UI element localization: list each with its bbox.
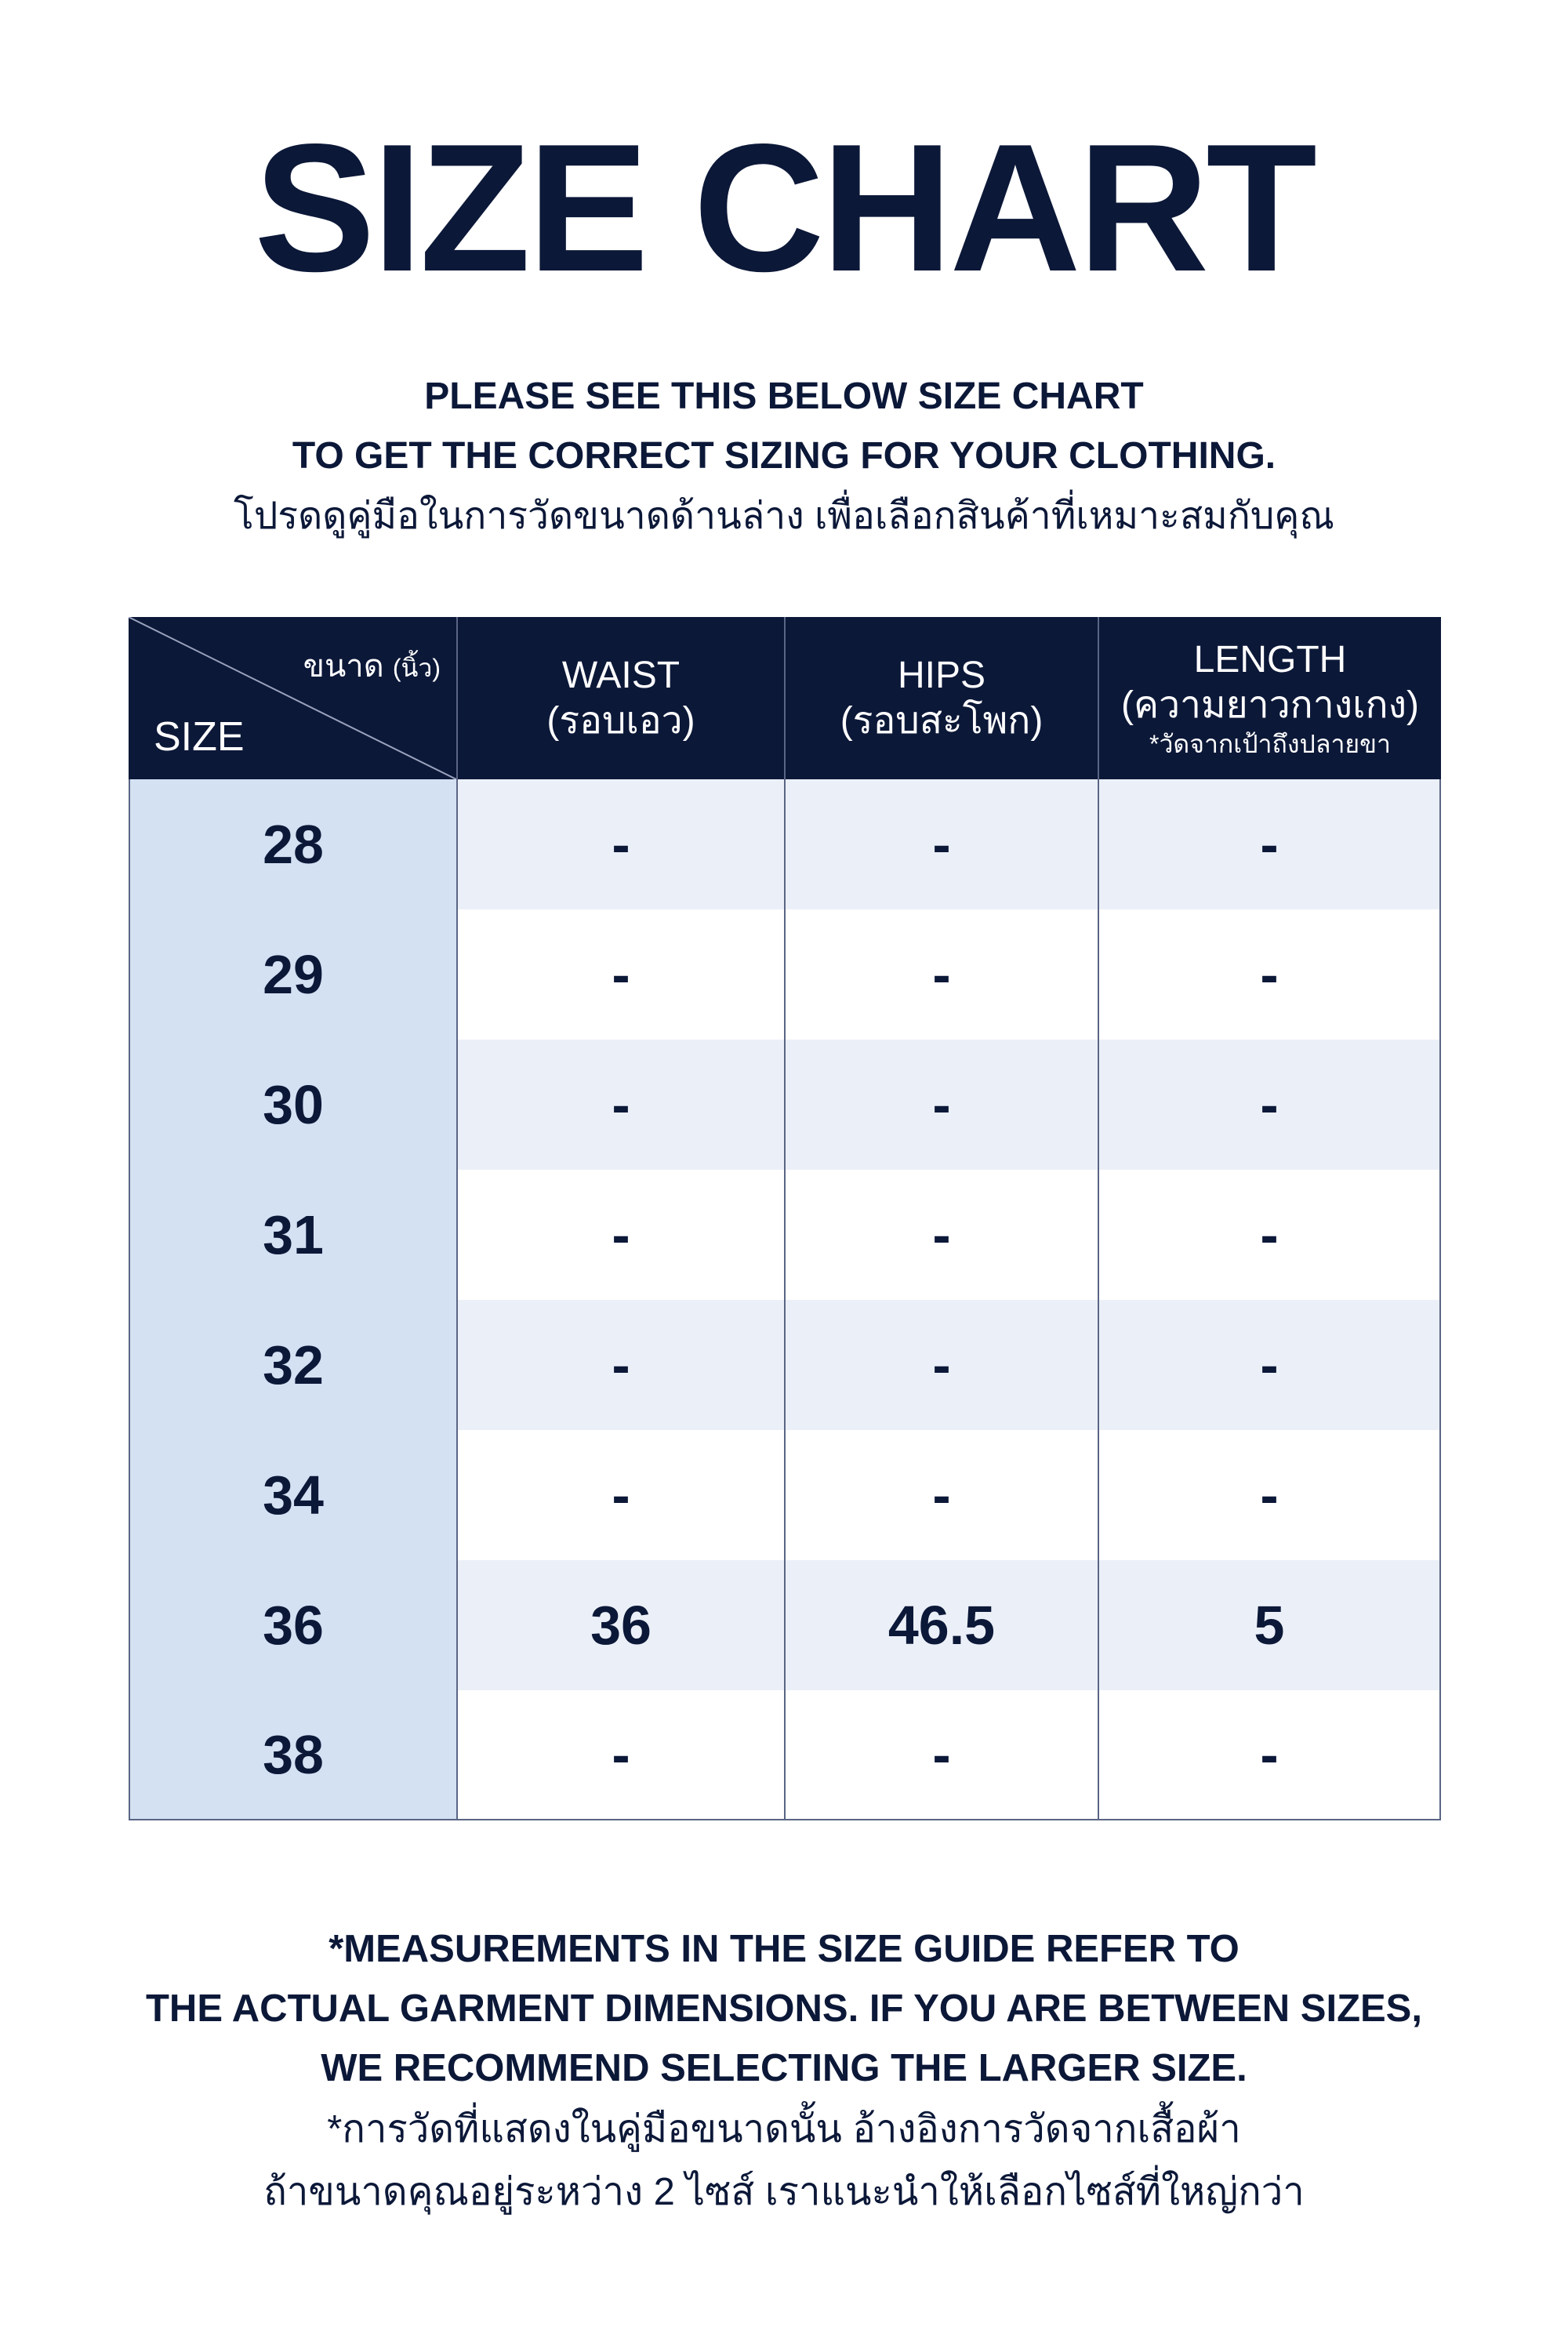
table-row: [129, 1170, 1441, 1300]
length-cell: -: [1098, 779, 1441, 909]
table-row: [129, 909, 1441, 1040]
unit-label: [303, 641, 441, 691]
length-cell: -: [1098, 1300, 1441, 1430]
waist-cell: -: [456, 1430, 784, 1560]
header-waist: [456, 617, 784, 779]
header-length-note: *วัดจากเป้าถึงปลายขา: [1149, 729, 1391, 758]
footer-note: [0, 1919, 1568, 2223]
table-row: [129, 1040, 1441, 1170]
waist-cell: -: [456, 1040, 784, 1170]
header-waist-label: WAIST: [561, 654, 681, 696]
length-cell: -: [1098, 909, 1441, 1040]
header-hips: [784, 617, 1098, 779]
size-cell: 28: [129, 779, 456, 909]
footer-line-2: THE ACTUAL GARMENT DIMENSIONS. IF YOU ARE BETWEEN SIZES,: [146, 1987, 1422, 2030]
size-cell: 36: [129, 1560, 456, 1690]
table-row: [129, 1430, 1441, 1560]
header-hips-label-thai: (รอบสะโพก): [840, 699, 1044, 742]
hips-cell: 46.5: [784, 1560, 1098, 1690]
header-waist-label-thai: (รอบเอว): [546, 699, 695, 742]
size-table: [129, 617, 1441, 1820]
hips-cell: -: [784, 1040, 1098, 1170]
size-cell: 38: [129, 1690, 456, 1820]
hips-cell: -: [784, 1170, 1098, 1300]
hips-cell: -: [784, 909, 1098, 1040]
size-cell: 34: [129, 1430, 456, 1560]
size-cell: 30: [129, 1040, 456, 1170]
hips-cell: -: [784, 779, 1098, 909]
footer-line-5-thai: ถ้าขนาดคุณอยู่ระหว่าง 2 ไซส์ เราแนะนำให้เลือกไซส์ที่ใหญ่กว่า: [263, 2171, 1305, 2213]
length-cell: -: [1098, 1040, 1441, 1170]
intro-line-2: TO GET THE CORRECT SIZING FOR YOUR CLOTHING.: [292, 435, 1276, 477]
waist-cell: 36: [456, 1560, 784, 1690]
length-cell: -: [1098, 1690, 1441, 1820]
waist-cell: -: [456, 1300, 784, 1430]
size-label: SIZE: [154, 714, 245, 760]
waist-cell: -: [456, 1690, 784, 1820]
hips-cell: -: [784, 1690, 1098, 1820]
unit-label-text: ขนาด: [303, 649, 384, 684]
table-row: [129, 1300, 1441, 1430]
hips-cell: -: [784, 1430, 1098, 1560]
waist-cell: -: [456, 1170, 784, 1300]
table-row: [129, 779, 1441, 909]
header-length-label-thai: (ความยาวกางเกง): [1120, 684, 1419, 726]
length-cell: -: [1098, 1170, 1441, 1300]
intro-line-1: PLEASE SEE THIS BELOW SIZE CHART: [424, 376, 1144, 417]
length-cell: 5: [1098, 1560, 1441, 1690]
intro-text: [0, 367, 1568, 547]
footer-line-1: *MEASUREMENTS IN THE SIZE GUIDE REFER TO: [328, 1928, 1240, 1970]
waist-cell: -: [456, 909, 784, 1040]
table-row: [129, 1560, 1441, 1690]
page-title: SIZE CHART: [254, 107, 1314, 310]
unit-label-sub: (นิ้ว): [392, 654, 441, 682]
size-cell: 32: [129, 1300, 456, 1430]
table-row: [129, 1690, 1441, 1820]
length-cell: -: [1098, 1430, 1441, 1560]
waist-cell: -: [456, 779, 784, 909]
size-cell: 31: [129, 1170, 456, 1300]
footer-line-3: WE RECOMMEND SELECTING THE LARGER SIZE.: [321, 2047, 1247, 2089]
hips-cell: -: [784, 1300, 1098, 1430]
intro-line-3-thai: โปรดดูคู่มือในการวัดขนาดด้านล่าง เพื่อเลือกสินค้าที่เหมาะสมกับคุณ: [234, 495, 1334, 537]
footer-line-4-thai: *การวัดที่แสดงในคู่มือขนาดนั้น อ้างอิงการวัดจากเสื้อผ้า: [327, 2108, 1241, 2151]
size-cell: 29: [129, 909, 456, 1040]
table-header: [129, 617, 1441, 779]
header-hips-label: HIPS: [897, 654, 986, 696]
header-length-label: LENGTH: [1193, 638, 1347, 681]
corner-header-cell: [129, 617, 456, 779]
header-length: [1098, 617, 1441, 779]
